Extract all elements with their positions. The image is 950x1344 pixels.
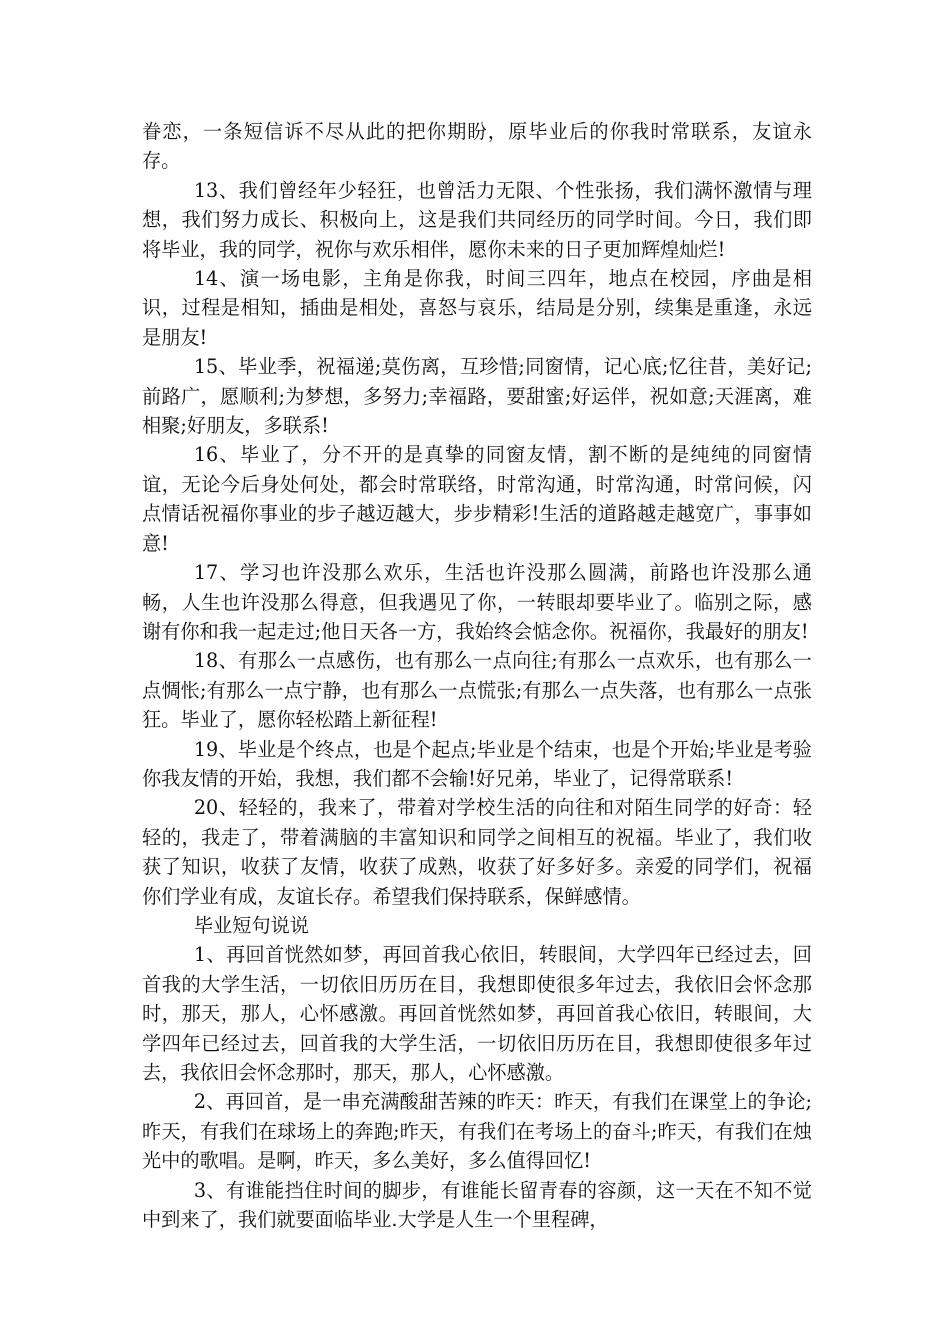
- section-paragraph-2: 2、再回首，是一串充满酸甜苦辣的昨天：昨天，有我们在课堂上的争论;昨天，有我们在球场上的奔跑;昨天，有我们在考场上的奋斗;昨天，有我们在烛光中的歌唱。是啊，昨天，多么美好，多么值得回忆!: [142, 1090, 812, 1173]
- section-paragraph-3: 3、有谁能挡住时间的脚步，有谁能长留青春的容颜，这一天在不知不觉中到来了，我们就要面临毕业.大学是人生一个里程碑，: [142, 1178, 812, 1232]
- document-page: [142, 117, 812, 1234]
- paragraph-19: 19、毕业是个终点，也是个起点;毕业是个结束，也是个开始;毕业是考验你我友情的开始，我想，我们都不会输!好兄弟，毕业了，记得常联系!: [142, 737, 812, 790]
- paragraph-13: 13、我们曾经年少轻狂，也曾活力无限、个性张扬，我们满怀激情与理想，我们努力成长、积极向上，这是我们共同经历的同学时间。今日，我们即将毕业，我的同学，祝你与欢乐相伴，愿你未来的日子更加辉煌灿烂!: [142, 178, 812, 261]
- paragraph-continuation: 眷恋，一条短信诉不尽从此的把你期盼，原毕业后的你我时常联系，友谊永存。: [142, 120, 812, 173]
- section-paragraph-1: 1、再回首恍然如梦，再回首我心依旧，转眼间，大学四年已经过去，回首我的大学生活，一切依旧历历在目，我想即使很多年过去，我依旧会怀念那时，那天，那人，心怀感激。再回首恍然如梦，再回首我心依旧，转眼间，大学四年已经过去，回首我的大学生活，一切依旧历历在目，我想即使很多年过去，我依旧会怀念那时，那天，那人，心怀感激。: [142, 943, 812, 1084]
- paragraph-20: 20、轻轻的，我来了，带着对学校生活的向往和对陌生同学的好奇：轻轻的，我走了，带着满脑的丰富知识和同学之间相互的祝福。毕业了，我们收获了知识，收获了友情，收获了成熟，收获了好多好多。亲爱的同学们，祝福你们学业有成，友谊长存。希望我们保持联系，保鲜感情。: [142, 796, 812, 908]
- paragraph-18: 18、有那么一点感伤，也有那么一点向往;有那么一点欢乐，也有那么一点惆怅;有那么一点宁静，也有那么一点慌张;有那么一点失落，也有那么一点张狂。毕业了，愿你轻松踏上新征程!: [142, 649, 812, 732]
- paragraph-14: 14、演一场电影，主角是你我，时间三四年，地点在校园，序曲是相识，过程是相知，插曲是相处，喜怒与哀乐，结局是分别，续集是重逢，永远是朋友!: [142, 267, 812, 349]
- paragraph-17: 17、学习也许没那么欢乐，生活也许没那么圆满，前路也许没那么通畅，人生也许没那么得意，但我遇见了你，一转眼却要毕业了。临别之际，感谢有你和我一起走过;他日天各一方，我始终会惦念你。祝福你，我最好的朋友!: [142, 561, 812, 643]
- paragraph-16: 16、毕业了，分不开的是真挚的同窗友情，割不断的是纯纯的同窗情谊，无论今后身处何处，都会时常联络，时常沟通，时常沟通，时常问候，闪点情话祝福你事业的步子越迈越大，步步精彩!生活的道路越走越宽广，事事如意!: [142, 443, 812, 555]
- paragraph-15: 15、毕业季，祝福递;莫伤离，互珍惜;同窗情，记心底;忆往昔，美好记;前路广，愿顺利;为梦想，多努力;幸福路，要甜蜜;好运伴，祝如意;天涯离，难相聚;好朋友，多联系!: [142, 355, 812, 438]
- section-heading: 毕业短句说说: [193, 913, 309, 937]
